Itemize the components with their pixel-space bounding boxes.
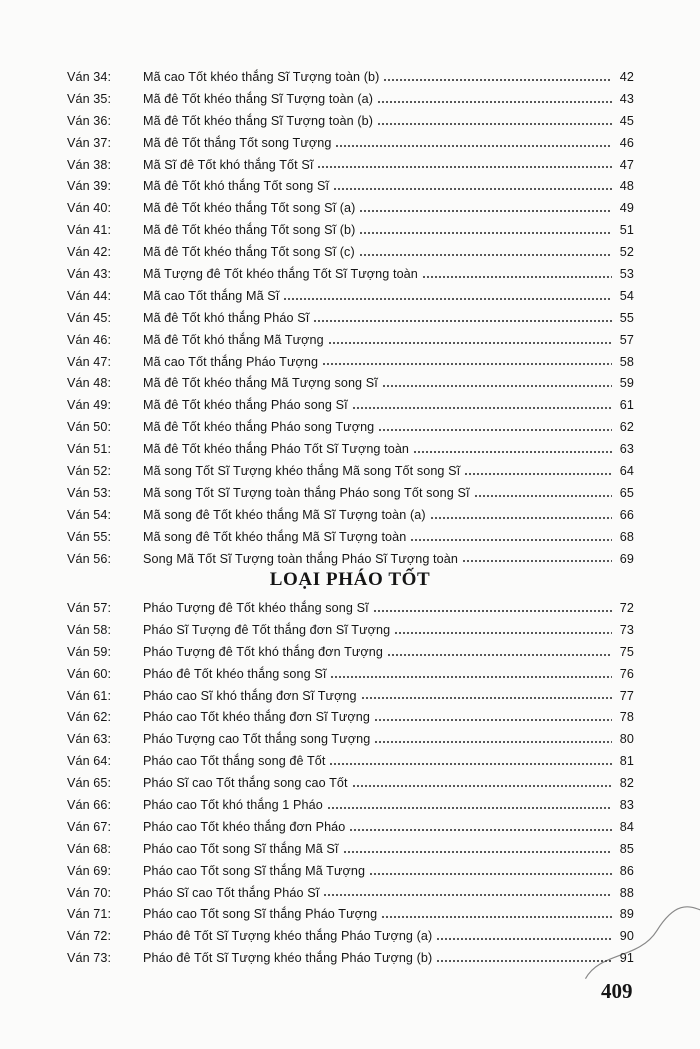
entry-page-number: 81 — [619, 754, 634, 769]
dot-leader — [410, 539, 612, 541]
entry-label: Ván 67: — [67, 819, 112, 834]
toc-entry — [67, 438, 634, 460]
toc-entry — [67, 597, 634, 619]
entry-title: Mã đê Tốt khéo thắng Mã Tượng song Sĩ — [143, 376, 378, 391]
entry-page-number: 47 — [619, 157, 634, 172]
dot-leader — [361, 697, 612, 699]
dot-leader — [382, 385, 612, 387]
entry-title: Mã cao Tốt thắng Mã Sĩ — [143, 288, 280, 303]
dot-leader — [369, 873, 612, 875]
toc-entry — [67, 882, 634, 904]
entry-page-number: 73 — [619, 622, 634, 637]
entry-title: Mã đê Tốt khó thắng Tốt song Sĩ — [143, 179, 330, 194]
entry-title: Mã đê Tốt khéo thắng Tốt song Sĩ (a) — [143, 201, 356, 216]
entry-title: Pháo cao Tốt song Sĩ thắng Mã Tượng — [143, 863, 366, 878]
entry-page-number: 55 — [619, 310, 634, 325]
dot-leader — [387, 654, 612, 656]
entry-title: Mã song Tốt Sĩ Tượng khéo thắng Mã song Tốt song Sĩ — [143, 463, 461, 478]
entry-title: Mã đê Tốt khéo thắng Pháo song Tượng — [143, 420, 375, 435]
entry-page-number: 76 — [619, 666, 634, 681]
entry-label: Ván 36: — [67, 113, 112, 128]
entry-page-number: 49 — [619, 201, 634, 216]
entry-title: Mã Tượng đê Tốt khéo thắng Tốt Sĩ Tượng toàn — [143, 266, 418, 281]
toc-entry — [67, 504, 634, 526]
entry-label: Ván 60: — [67, 666, 112, 681]
entry-label: Ván 73: — [67, 951, 112, 966]
toc-entry — [67, 175, 634, 197]
toc-entry — [67, 685, 634, 707]
entry-label: Ván 70: — [67, 885, 112, 900]
toc-entry — [67, 838, 634, 860]
entry-label: Ván 42: — [67, 245, 112, 260]
entry-title: Pháo Sĩ cao Tốt thắng song cao Tốt — [143, 776, 348, 791]
entry-title: Pháo cao Tốt khéo thắng đơn Pháo — [143, 819, 346, 834]
dot-leader — [317, 166, 612, 168]
toc-entry — [67, 482, 634, 504]
toc-entry — [67, 816, 634, 838]
entry-title: Pháo đê Tốt khéo thắng song Sĩ — [143, 666, 327, 681]
toc-entry — [67, 372, 634, 394]
entry-page-number: 61 — [619, 398, 634, 413]
entry-label: Ván 56: — [67, 551, 112, 566]
entry-title: Pháo cao Tốt song Sĩ thắng Mã Sĩ — [143, 841, 339, 856]
entry-title: Pháo đê Tốt Sĩ Tượng khéo thắng Pháo Tượng (a) — [143, 929, 433, 944]
toc-entry — [67, 263, 634, 285]
dot-leader — [436, 960, 612, 962]
dot-leader — [377, 101, 612, 103]
toc-entry — [67, 110, 634, 132]
entry-page-number: 51 — [619, 223, 634, 238]
toc-entry — [67, 154, 634, 176]
entry-title: Mã đê Tốt khéo thắng Sĩ Tượng toàn (b) — [143, 113, 374, 128]
entry-title: Mã song Tốt Sĩ Tượng toàn thắng Pháo song Tốt song Sĩ — [143, 485, 470, 500]
entry-label: Ván 34: — [67, 69, 112, 84]
toc-section-ma-tot — [67, 66, 634, 569]
entry-page-number: 83 — [619, 797, 634, 812]
toc-entry — [67, 619, 634, 641]
entry-page-number: 91 — [619, 951, 634, 966]
entry-label: Ván 39: — [67, 179, 112, 194]
entry-page-number: 66 — [619, 507, 634, 522]
entry-title: Mã đê Tốt khéo thắng Sĩ Tượng toàn (a) — [143, 91, 374, 106]
entry-title: Mã đê Tốt khéo thắng Pháo song Sĩ — [143, 398, 348, 413]
entry-label: Ván 61: — [67, 688, 112, 703]
toc-entry — [67, 860, 634, 882]
entry-label: Ván 63: — [67, 732, 112, 747]
page-number: 409 — [601, 979, 633, 1003]
entry-label: Ván 59: — [67, 644, 112, 659]
dot-leader — [377, 123, 612, 125]
dot-leader — [352, 785, 612, 787]
dot-leader — [333, 188, 612, 190]
toc-entry — [67, 351, 634, 373]
entry-title: Pháo cao Tốt thắng song đê Tốt — [143, 754, 326, 769]
dot-leader — [313, 320, 612, 322]
dot-leader — [322, 363, 612, 365]
dot-leader — [329, 763, 612, 765]
toc-entry — [67, 416, 634, 438]
entry-title: Pháo cao Sĩ khó thắng đơn Sĩ Tượng — [143, 688, 357, 703]
entry-page-number: 69 — [619, 551, 634, 566]
dot-leader — [464, 473, 612, 475]
entry-page-number: 58 — [619, 354, 634, 369]
dot-leader — [394, 632, 612, 634]
entry-title: Mã đê Tốt khó thắng Pháo Sĩ — [143, 310, 310, 325]
entry-title: Pháo Tượng đê Tốt khó thắng đơn Tượng — [143, 644, 383, 659]
entry-label: Ván 64: — [67, 754, 112, 769]
entry-page-number: 90 — [619, 929, 634, 944]
entry-page-number: 43 — [619, 91, 634, 106]
entry-title: Pháo cao Tốt khó thắng 1 Pháo — [143, 797, 323, 812]
toc-entry — [67, 925, 634, 947]
entry-page-number: 86 — [619, 863, 634, 878]
dot-leader — [343, 851, 613, 853]
dot-leader — [374, 741, 612, 743]
entry-label: Ván 43: — [67, 266, 112, 281]
entry-title: Mã đê Tốt thắng Tốt song Tượng — [143, 135, 332, 150]
entry-page-number: 88 — [619, 885, 634, 900]
toc-entry — [67, 947, 634, 969]
entry-page-number: 53 — [619, 266, 634, 281]
dot-leader — [359, 232, 612, 234]
entry-label: Ván 69: — [67, 863, 112, 878]
dot-leader — [430, 517, 612, 519]
entry-title: Pháo đê Tốt Sĩ Tượng khéo thắng Pháo Tượng (b) — [143, 951, 433, 966]
dot-leader — [413, 451, 612, 453]
dot-leader — [383, 79, 612, 81]
dot-leader — [323, 894, 612, 896]
entry-title: Pháo Sĩ cao Tốt thắng Pháo Sĩ — [143, 885, 320, 900]
entry-title: Mã đê Tốt khó thắng Mã Tượng — [143, 332, 324, 347]
entry-label: Ván 45: — [67, 310, 112, 325]
dot-leader — [359, 210, 612, 212]
entry-label: Ván 72: — [67, 929, 112, 944]
entry-label: Ván 57: — [67, 600, 112, 615]
entry-title: Mã song đê Tốt khéo thắng Mã Sĩ Tượng toàn — [143, 529, 407, 544]
dot-leader — [462, 560, 612, 562]
entry-title: Pháo cao Tốt khéo thắng đơn Sĩ Tượng — [143, 710, 370, 725]
dot-leader — [359, 254, 612, 256]
toc-entry — [67, 66, 634, 88]
entry-label: Ván 38: — [67, 157, 112, 172]
dot-leader — [422, 276, 612, 278]
entry-title: Pháo Tượng đê Tốt khéo thắng song Sĩ — [143, 600, 369, 615]
entry-page-number: 68 — [619, 529, 634, 544]
toc-entry — [67, 772, 634, 794]
entry-page-number: 72 — [619, 600, 634, 615]
dot-leader — [330, 676, 612, 678]
dot-leader — [335, 145, 612, 147]
toc-entry — [67, 132, 634, 154]
toc-entry — [67, 663, 634, 685]
entry-label: Ván 53: — [67, 485, 112, 500]
toc-section-phao-tot — [67, 597, 634, 969]
entry-label: Ván 58: — [67, 622, 112, 637]
entry-page-number: 75 — [619, 644, 634, 659]
dot-leader — [378, 429, 612, 431]
entry-label: Ván 68: — [67, 841, 112, 856]
entry-label: Ván 71: — [67, 907, 112, 922]
entry-page-number: 54 — [619, 288, 634, 303]
dot-leader — [328, 342, 612, 344]
entry-label: Ván 46: — [67, 332, 112, 347]
entry-label: Ván 51: — [67, 442, 112, 457]
section-heading: LOẠI PHÁO TỐT — [269, 569, 431, 590]
entry-page-number: 46 — [619, 135, 634, 150]
toc-entry — [67, 88, 634, 110]
dot-leader — [352, 407, 612, 409]
entry-title: Mã cao Tốt thắng Pháo Tượng — [143, 354, 319, 369]
entry-label: Ván 65: — [67, 776, 112, 791]
entry-label: Ván 50: — [67, 420, 112, 435]
entry-page-number: 59 — [619, 376, 634, 391]
entry-title: Mã đê Tốt khéo thắng Tốt song Sĩ (b) — [143, 223, 356, 238]
entry-label: Ván 40: — [67, 201, 112, 216]
entry-label: Ván 47: — [67, 354, 112, 369]
toc-entry — [67, 526, 634, 548]
entry-page-number: 77 — [619, 688, 634, 703]
toc-entry — [67, 219, 634, 241]
dot-leader — [374, 719, 612, 721]
entry-page-number: 64 — [619, 463, 634, 478]
toc-entry — [67, 307, 634, 329]
entry-label: Ván 52: — [67, 463, 112, 478]
entry-page-number: 52 — [619, 245, 634, 260]
toc-entry — [67, 750, 634, 772]
toc-entry — [67, 285, 634, 307]
toc-entry — [67, 329, 634, 351]
toc-entry — [67, 728, 634, 750]
dot-leader — [381, 916, 612, 918]
toc-entry — [67, 460, 634, 482]
dot-leader — [327, 807, 612, 809]
entry-page-number: 65 — [619, 485, 634, 500]
entry-page-number: 45 — [619, 113, 634, 128]
entry-title: Mã cao Tốt khéo thắng Sĩ Tượng toàn (b) — [143, 69, 380, 84]
entry-page-number: 63 — [619, 442, 634, 457]
entry-title: Mã đê Tốt khéo thắng Tốt song Sĩ (c) — [143, 245, 355, 260]
entry-label: Ván 35: — [67, 91, 112, 106]
toc-entry — [67, 197, 634, 219]
entry-label: Ván 44: — [67, 288, 112, 303]
toc-entry — [67, 241, 634, 263]
entry-page-number: 82 — [619, 776, 634, 791]
entry-page-number: 48 — [619, 179, 634, 194]
entry-title: Pháo Tượng cao Tốt thắng song Tượng — [143, 732, 371, 747]
dot-leader — [474, 495, 612, 497]
entry-page-number: 85 — [619, 841, 634, 856]
dot-leader — [283, 298, 612, 300]
toc-entry — [67, 548, 634, 570]
entry-page-number: 80 — [619, 732, 634, 747]
entry-title: Mã song đê Tốt khéo thắng Mã Sĩ Tượng toàn (a) — [143, 507, 426, 522]
entry-title: Pháo Sĩ Tượng đê Tốt thắng đơn Sĩ Tượng — [143, 622, 391, 637]
entry-page-number: 78 — [619, 710, 634, 725]
entry-label: Ván 48: — [67, 376, 112, 391]
toc-entry — [67, 903, 634, 925]
entry-page-number: 89 — [619, 907, 634, 922]
entry-page-number: 84 — [619, 819, 634, 834]
entry-title: Pháo cao Tốt song Sĩ thắng Pháo Tượng — [143, 907, 378, 922]
dot-leader — [349, 829, 612, 831]
entry-label: Ván 37: — [67, 135, 112, 150]
entry-label: Ván 41: — [67, 223, 112, 238]
entry-label: Ván 66: — [67, 797, 112, 812]
entry-title: Song Mã Tốt Sĩ Tượng toàn thắng Pháo Sĩ Tượng toàn — [143, 551, 458, 566]
entry-page-number: 57 — [619, 332, 634, 347]
entry-label: Ván 62: — [67, 710, 112, 725]
toc-entry — [67, 641, 634, 663]
entry-title: Mã đê Tốt khéo thắng Pháo Tốt Sĩ Tượng toàn — [143, 442, 410, 457]
entry-label: Ván 54: — [67, 507, 112, 522]
toc-entry — [67, 794, 634, 816]
dot-leader — [373, 610, 612, 612]
entry-label: Ván 55: — [67, 529, 112, 544]
dot-leader — [436, 938, 612, 940]
toc-entry — [67, 394, 634, 416]
entry-label: Ván 49: — [67, 398, 112, 413]
entry-page-number: 62 — [619, 420, 634, 435]
toc-entry — [67, 706, 634, 728]
entry-page-number: 42 — [619, 69, 634, 84]
entry-title: Mã Sĩ đê Tốt khó thắng Tốt Sĩ — [143, 157, 314, 172]
